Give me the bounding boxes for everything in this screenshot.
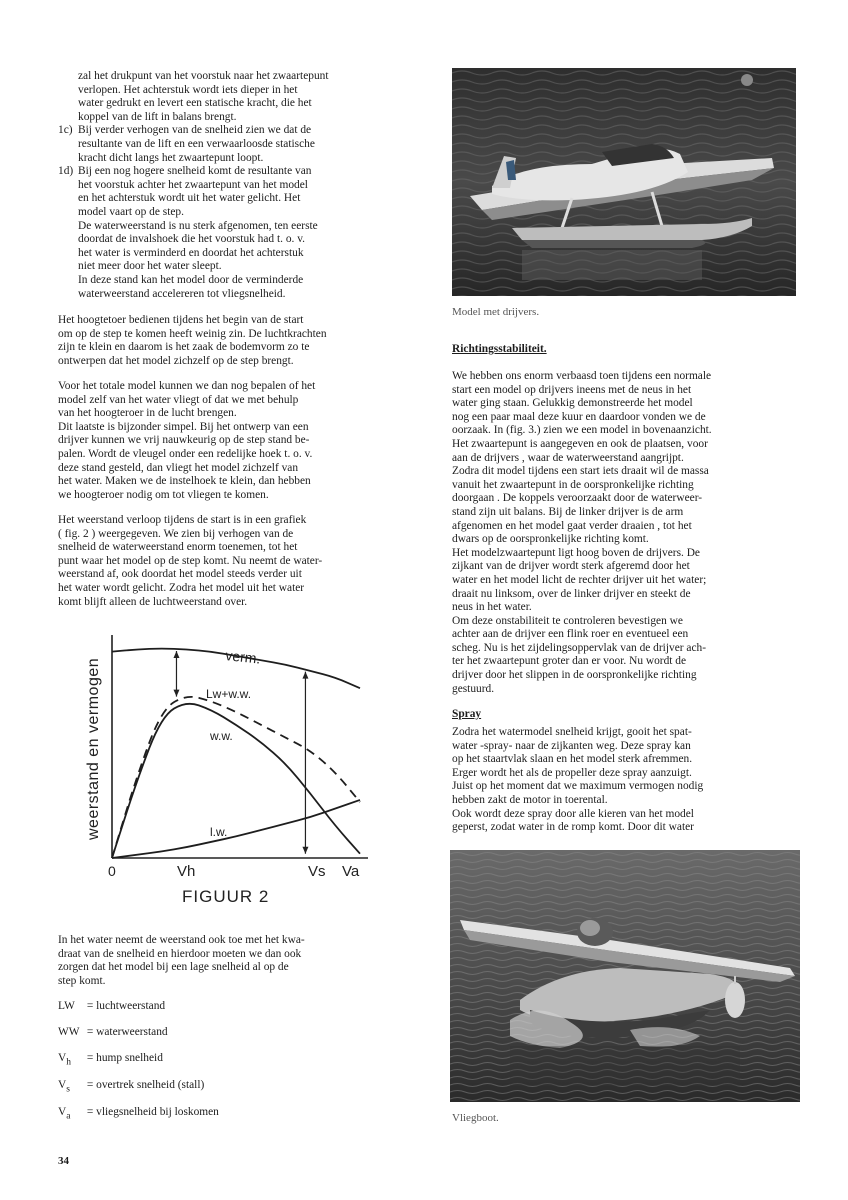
text-line: het water. Maken we de instelhoek te klein, dan hebben [58,475,311,488]
photo-caption: Model met drijvers. [452,306,540,318]
text-line: Om deze onstabiliteit te controleren bevestigen we [452,614,683,627]
text-line: stand zijn uit balans. Bij de linker drijver is de arm [452,505,684,518]
text-line: scheg. Nu is het zijdelingsoppervlak van de drijver ach- [452,641,706,654]
chart-tick-label: Va [342,863,360,880]
chart-origin-label: 0 [108,863,116,879]
text-line: De waterweerstand is nu sterk afgenomen, ten eerste [78,219,318,232]
definition-text: = vliegsnelheid bij loskomen [86,1106,219,1118]
chart-series [112,649,360,858]
text-line: resultante van de lift en een verwaarloosde statische [78,137,315,150]
text-line: punt waar het model op de step komt. Nu neemt de water- [58,554,323,567]
definition-text: = luchtweerstand [86,1000,166,1012]
definition-symbol: V [58,1079,67,1091]
text-line: water ging staan. Gelukkig demonstreerde het model [452,397,693,410]
text-line: van het hoogteroer in de lucht brengen. [58,407,237,420]
definition-subscript: s [66,1084,70,1095]
definition-lw [58,1000,165,1012]
photo-flying-boat [450,850,800,1102]
text-line: draat van de snelheid en hierdoor moeten we dan ook [58,947,302,960]
label-lw-ww: Lw+w.w. [206,687,252,701]
list-item-1d [58,165,434,301]
definition-text: = waterweerstand [86,1026,168,1038]
text-line: palen. Wordt de vleugel onder een redelijke hoek t. o. v. [58,447,313,460]
heading-richtingsstabiliteit [452,343,798,357]
text-line: ( fig. 2 ) weergegeven. We zien bij verhogen van de [58,527,294,540]
list-label: 1c) [58,124,73,137]
chart-tick-label: Vs [308,863,326,880]
chart-labels [85,647,360,906]
figure-2-chart [80,630,380,915]
arrow-at-vh-head-bottom [173,690,179,697]
list-label: 1d) [58,165,74,178]
definition-text: = overtrek snelheid (stall) [86,1079,205,1091]
text-line: op het staartvlak slaan en het model sterk afremmen. [452,753,693,766]
text-line: doordat de invalshoek die het voorstuk had t. o. v. [78,233,306,246]
definition-va [58,1106,219,1121]
text-line: Juist op het moment dat we maximum vermogen nodig [452,780,704,793]
text-line: ontwerpen dat het model zichzelf op de step brengt. [58,354,294,367]
chart-tick-label: Vh [177,863,196,880]
text-line: doorgaan . De koppels veroorzaakt door de waterweer- [452,492,703,505]
text-line: zal het drukpunt van het voorstuk naar het zwaartepunt [78,70,329,82]
text-line: Ook wordt deze spray door alle kieren van het model [452,807,694,820]
text-line: Het weerstand verloop tijdens de start is in een grafiek [58,514,307,526]
text-line: om op de step te komen heeft weinig zin. De luchtkrachten [58,327,327,340]
text-line: In het water neemt de weerstand ook toe met het kwa- [58,934,305,946]
text-line: Dit laatste is bijzonder simpel. Bij het ontwerp van een [58,420,309,433]
text-line: neus in het water. [452,601,532,614]
label-verm: verm. [224,647,262,667]
text-line: water en het model licht de rechter drijver uit het water; [452,573,707,586]
text-line: vanuit het zwaartepunt in de oorspronkelijke richting [452,478,694,491]
text-line: water -spray- naar de zijkanten weg. Deze spray kan [452,739,691,752]
definition-ww [58,1026,168,1038]
paragraph-weerstand-verloop [58,514,434,609]
definition-symbol: WW [58,1026,80,1038]
text-line: model zelf van het water vliegt of dat we met behulp [58,393,299,406]
section-heading: Richtingsstabiliteit. [452,343,547,355]
text-line: We hebben ons enorm verbaasd toen tijdens een normale [452,370,712,382]
flying-boat-photo-image [450,850,800,1102]
photo-model-with-floats [452,68,796,296]
arrow-at-vs-head-bottom [302,847,308,854]
text-line: oorzaak. In (fig. 3.) zien we een model in bovenaanzicht. [452,424,712,437]
paragraph-spray [452,726,798,835]
chart-title: FIGUUR 2 [182,887,270,906]
text-line: Het modelzwaartepunt ligt hoog boven de drijvers. De [452,546,700,559]
text-line: het water wordt gelicht. Zodra het model uit het water [58,581,305,594]
text-line: waterweerstand accelereren tot vliegsnelheid. [78,287,286,300]
paragraph-totale-model [58,380,434,502]
text-line: het voorstuk achter het zwaartepunt van het model [78,178,308,191]
seaplane-photo-image [452,68,796,296]
arrow-at-vh-head-top [173,651,179,658]
label-lw: l.w. [210,825,228,839]
text-line: afgenomen en het model gaat verder draaien , tot het [452,519,692,532]
series-line-lwww [112,697,360,858]
text-line: geperst, zodat water in de romp komt. Door dit water [452,821,694,834]
text-line: Het zwaartepunt is aangegeven en ook de plaatsen, voor [452,437,708,450]
text-line: niet meer door het water sleept. [78,260,222,273]
text-line: zijn te klein en daarom is het zaak de bodemvorm zo te [58,341,310,354]
text-line: Zodra het watermodel snelheid krijgt, gooit het spat- [452,726,692,738]
text-line: water gedrukt en levert een statische kracht, die het [78,97,312,110]
text-line: kracht dicht langs het zwaartepunt loopt. [78,151,264,164]
text-line: deze stand gesteld, dan vliegt het model zichzelf van [58,461,299,474]
text-line: hebben zakt de motor in toerental. [452,793,608,806]
definition-vh [58,1052,163,1067]
arrow-at-vs-head-top [302,672,308,679]
text-line: start een model op drijvers ineens met de neus in het [452,383,692,396]
paragraph-richtingsstabiliteit [452,370,798,696]
text-line: Zodra dit model tijdens een start iets draait wil de massa [452,465,709,478]
section-heading: Spray [452,708,482,720]
text-line: draait nu linksom, over de linker drijver en steekt de [452,587,691,600]
text-line: ter het zwaartepunt groter dan er voor. Nu wordt de [452,655,687,668]
chart-ylabel: weerstand en vermogen [85,657,102,840]
text-line: Bij een nog hogere snelheid komt de resultante van [78,165,312,178]
definition-vs [58,1079,204,1094]
definition-symbol: V [58,1052,67,1064]
text-line: zorgen dat het model bij een lage snelheid al op de [58,961,289,974]
definition-symbol: LW [58,1000,75,1012]
paragraph-hoogtetoer [58,314,434,368]
text-line: gestuurd. [452,682,495,695]
text-line: dwars op de oorspronkelijke richting komt. [452,533,649,546]
text-line: nog een paar maal deze kuur en daardoor vonden we de [452,410,706,423]
text-line: het water is verminderd en doordat het achterstuk [78,246,304,259]
text-line: Het hoogtetoer bedienen tijdens het begin van de start [58,314,304,326]
text-line: aan de drijvers , waar de waterweerstand aangrijpt. [452,451,684,464]
text-line: In deze stand kan het model door de verminderde [78,273,304,286]
intro-paragraph [58,70,434,301]
text-line: weerstand af, ook doordat het model steeds verder uit [58,568,302,581]
list-item-1c [58,124,434,165]
text-line: en het achterstuk wordt uit het water gelicht. Het [78,192,301,205]
definition-subscript: a [66,1111,71,1122]
text-line: drijver kunnen we vrij nauwkeurig op de step stand be- [58,434,310,447]
label-ww: w.w. [210,729,233,743]
text-line: we hoogteroer nodig om tot vliegen te komen. [58,488,269,501]
definition-text: = hump snelheid [86,1052,163,1064]
text-line: Bij verder verhogen van de snelheid zien we dat de [78,124,312,137]
page-number: 34 [58,1155,69,1167]
text-line: zijkant van de drijver wordt sterk afgeremd door het [452,560,690,573]
paragraph-kwadraat [58,934,434,988]
series-line-ww [112,704,360,858]
heading-spray [452,708,798,722]
text-line: model vaart op de step. [78,205,184,218]
text-line: achter aan de drijver een flink roer en eventueel een [452,628,689,641]
definition-subscript: h [66,1057,71,1068]
definition-symbol: V [58,1106,67,1118]
text-line: koppel van de lift in balans brengt. [78,110,237,123]
text-line: verlopen. Het achterstuk wordt iets dieper in het [78,83,298,96]
text-line: Erger wordt het als de propeller deze spray aanzuigt. [452,766,692,779]
text-line: step komt. [58,974,106,987]
text-line: komt blijft alleen de luchtweerstand over. [58,595,248,608]
text-line: drijver door het slippen in de oorspronkelijke richting [452,669,697,682]
text-line: snelheid de waterweerstand enorm toenemen, tot het [58,541,298,554]
photo-caption: Vliegboot. [452,1112,499,1124]
text-line: Voor het totale model kunnen we dan nog bepalen of het [58,380,316,392]
